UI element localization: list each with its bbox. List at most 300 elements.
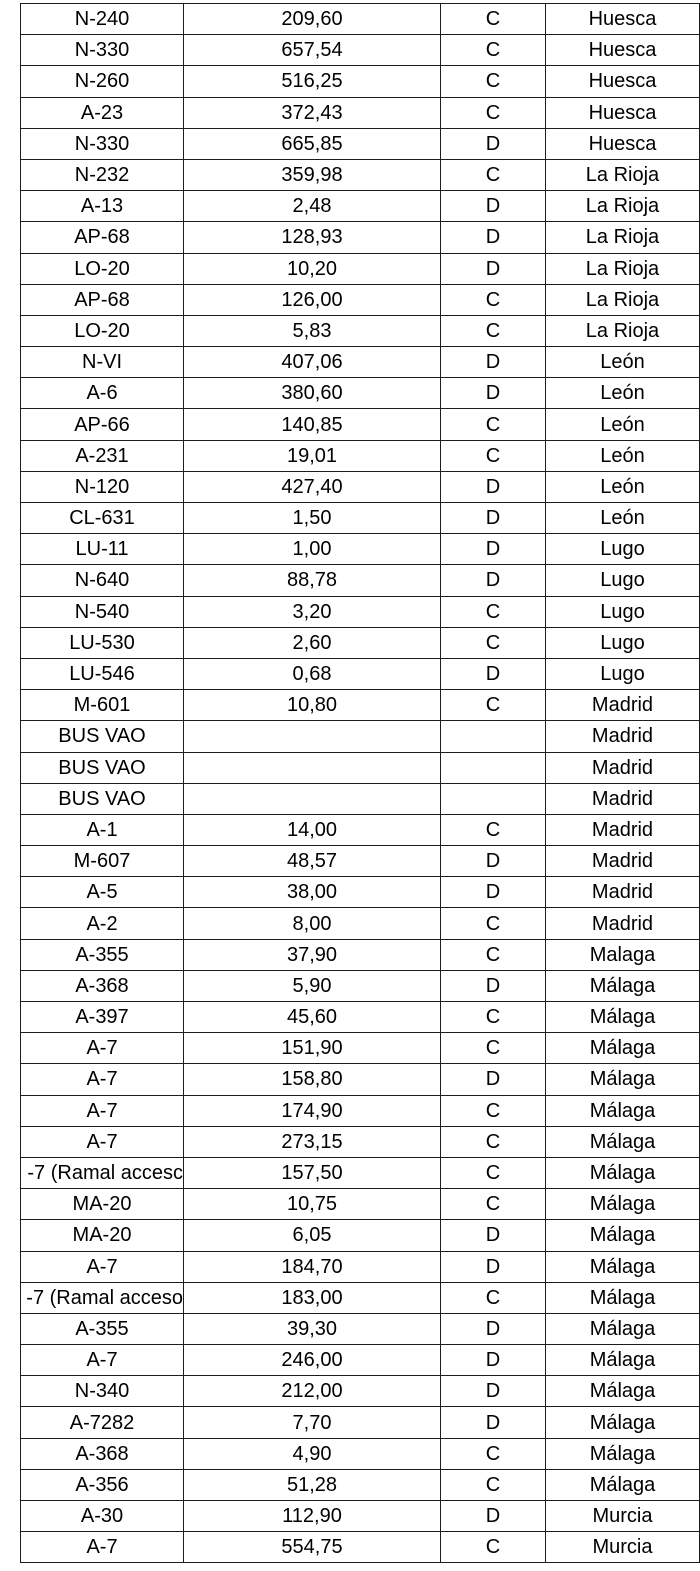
cell-direction[interactable] — [441, 1095, 546, 1126]
cell-road[interactable] — [21, 66, 184, 97]
cell-province-text: Málaga — [589, 1193, 656, 1216]
cell-direction[interactable] — [441, 1126, 546, 1157]
cell-km[interactable] — [184, 1064, 441, 1095]
cell-km[interactable] — [184, 1345, 441, 1376]
table-row — [21, 970, 700, 1001]
cell-km[interactable] — [184, 1002, 441, 1033]
cell-road-text: A-231 — [75, 444, 129, 467]
cell-province[interactable] — [546, 1095, 700, 1126]
cell-province[interactable] — [546, 1313, 700, 1344]
cell-province[interactable] — [546, 440, 700, 471]
cell-road[interactable] — [21, 378, 184, 409]
cell-direction-text: C — [485, 818, 501, 841]
cell-km[interactable] — [184, 846, 441, 877]
cell-direction[interactable] — [441, 721, 546, 752]
cell-road[interactable] — [21, 877, 184, 908]
cell-road-text: LU-546 — [69, 663, 135, 686]
cell-road-text: A-7282 — [69, 1411, 135, 1434]
cell-km[interactable] — [184, 534, 441, 565]
cell-province-text: Madrid — [591, 818, 654, 841]
cell-province[interactable] — [546, 1438, 700, 1469]
cell-province-text: Madrid — [591, 756, 654, 779]
cell-direction-text: D — [485, 382, 501, 405]
cell-province[interactable] — [546, 1469, 700, 1500]
cell-province[interactable] — [546, 503, 700, 534]
table-row — [21, 1126, 700, 1157]
cell-km-text: 5,90 — [292, 974, 332, 997]
cell-province[interactable] — [546, 4, 700, 35]
cell-direction[interactable] — [441, 97, 546, 128]
cell-direction-text: D — [485, 1505, 501, 1528]
cell-province[interactable] — [546, 1345, 700, 1376]
cell-direction[interactable] — [441, 658, 546, 689]
cell-road[interactable] — [21, 97, 184, 128]
cell-road-text: AP-66 — [74, 413, 130, 436]
cell-direction-text: C — [485, 39, 501, 62]
cell-province[interactable] — [546, 1282, 700, 1313]
cell-road[interactable] — [21, 128, 184, 159]
cell-direction[interactable] — [441, 1407, 546, 1438]
cell-province-text: Lugo — [600, 631, 645, 654]
cell-km[interactable] — [184, 66, 441, 97]
cell-direction[interactable] — [441, 222, 546, 253]
cell-province[interactable] — [546, 222, 700, 253]
cell-province-text: La Rioja — [585, 257, 660, 280]
cell-province[interactable] — [546, 846, 700, 877]
cell-province[interactable] — [546, 284, 700, 315]
cell-province[interactable] — [546, 658, 700, 689]
cell-km[interactable] — [184, 315, 441, 346]
cell-road[interactable] — [21, 1407, 184, 1438]
cell-km[interactable] — [184, 284, 441, 315]
cell-road[interactable] — [21, 1282, 184, 1313]
table-row — [21, 97, 700, 128]
cell-km[interactable] — [184, 1282, 441, 1313]
cell-province[interactable] — [546, 534, 700, 565]
cell-province[interactable] — [546, 1501, 700, 1532]
cell-km-text: 140,85 — [281, 413, 343, 436]
cell-road[interactable] — [21, 627, 184, 658]
cell-direction[interactable] — [441, 128, 546, 159]
cell-direction[interactable] — [441, 1313, 546, 1344]
cell-road-text: N-120 — [74, 475, 130, 498]
cell-direction[interactable] — [441, 1282, 546, 1313]
cell-province-text: Lugo — [600, 538, 645, 561]
cell-km[interactable] — [184, 596, 441, 627]
cell-province[interactable] — [546, 783, 700, 814]
cell-province[interactable] — [546, 253, 700, 284]
cell-km[interactable] — [184, 253, 441, 284]
cell-direction[interactable] — [441, 191, 546, 222]
cell-road-text: CL-631 — [69, 507, 135, 530]
cell-km-text: 112,90 — [282, 1505, 342, 1528]
cell-road[interactable] — [21, 565, 184, 596]
cell-road-text: N-232 — [74, 164, 130, 187]
cell-km[interactable] — [184, 222, 441, 253]
cell-road[interactable] — [21, 315, 184, 346]
cell-km[interactable] — [184, 409, 441, 440]
cell-direction[interactable] — [441, 939, 546, 970]
cell-province[interactable] — [546, 721, 700, 752]
cell-province[interactable] — [546, 35, 700, 66]
cell-road[interactable] — [21, 814, 184, 845]
cell-direction[interactable] — [441, 378, 546, 409]
cell-province-text: Madrid — [591, 725, 654, 748]
cell-province[interactable] — [546, 1189, 700, 1220]
cell-road[interactable] — [21, 1157, 184, 1188]
cell-km[interactable] — [184, 565, 441, 596]
cell-km[interactable] — [184, 128, 441, 159]
table-row — [21, 253, 700, 284]
cell-province[interactable] — [546, 596, 700, 627]
cell-km[interactable] — [184, 752, 441, 783]
cell-direction[interactable] — [441, 877, 546, 908]
table-row — [21, 1251, 700, 1282]
cell-direction-text: C — [485, 1442, 501, 1465]
cell-road-text: A-7 — [86, 1536, 118, 1559]
cell-km[interactable] — [184, 690, 441, 721]
cell-direction-text: C — [485, 70, 501, 93]
cell-road[interactable] — [21, 1376, 184, 1407]
cell-road[interactable] — [21, 721, 184, 752]
cell-direction[interactable] — [441, 1376, 546, 1407]
table-row — [21, 1220, 700, 1251]
cell-road[interactable] — [21, 1251, 184, 1282]
cell-province[interactable] — [546, 378, 700, 409]
cell-direction[interactable] — [441, 253, 546, 284]
cell-direction[interactable] — [441, 565, 546, 596]
cell-province-text: Málaga — [589, 1349, 656, 1372]
cell-direction[interactable] — [441, 4, 546, 35]
cell-km[interactable] — [184, 440, 441, 471]
cell-road-text: LU-11 — [75, 538, 129, 561]
cell-direction-text: D — [485, 507, 501, 530]
cell-km[interactable] — [184, 970, 441, 1001]
cell-road-text: A-368 — [75, 974, 129, 997]
cell-road[interactable] — [21, 1220, 184, 1251]
cell-province[interactable] — [546, 814, 700, 845]
cell-km[interactable] — [184, 1033, 441, 1064]
table-row — [21, 440, 700, 471]
cell-km-text: 51,28 — [286, 1473, 338, 1496]
cell-province[interactable] — [546, 159, 700, 190]
cell-province-text: Lugo — [600, 569, 645, 592]
table-row — [21, 1095, 700, 1126]
cell-km[interactable] — [184, 1251, 441, 1282]
cell-km[interactable] — [184, 35, 441, 66]
cell-province[interactable] — [546, 1064, 700, 1095]
table-row — [21, 814, 700, 845]
cell-road[interactable] — [21, 1002, 184, 1033]
table-row — [21, 721, 700, 752]
cell-km[interactable] — [184, 378, 441, 409]
cell-road[interactable] — [21, 1126, 184, 1157]
cell-km-text: 183,00 — [281, 1286, 343, 1309]
cell-km-text: 209,60 — [281, 8, 343, 31]
cell-direction[interactable] — [441, 846, 546, 877]
cell-road[interactable] — [21, 409, 184, 440]
cell-km[interactable] — [184, 1126, 441, 1157]
cell-province-text: Madrid — [591, 694, 654, 717]
cell-direction[interactable] — [441, 1469, 546, 1500]
cell-direction[interactable] — [441, 690, 546, 721]
cell-km[interactable] — [184, 1220, 441, 1251]
cell-direction[interactable] — [441, 970, 546, 1001]
cell-direction-text: C — [485, 319, 501, 342]
cell-road-text: N-260 — [74, 70, 130, 93]
cell-km[interactable] — [184, 939, 441, 970]
cell-km[interactable] — [184, 1189, 441, 1220]
cell-road[interactable] — [21, 534, 184, 565]
cell-km[interactable] — [184, 627, 441, 658]
cell-road[interactable] — [21, 752, 184, 783]
cell-province[interactable] — [546, 627, 700, 658]
cell-road[interactable] — [21, 1095, 184, 1126]
cell-direction[interactable] — [441, 66, 546, 97]
cell-direction[interactable] — [441, 1345, 546, 1376]
cell-km-text: 665,85 — [281, 132, 343, 155]
cell-direction-text: D — [485, 1317, 501, 1340]
cell-direction[interactable] — [441, 471, 546, 502]
cell-km[interactable] — [184, 877, 441, 908]
cell-km[interactable] — [184, 347, 441, 378]
cell-road[interactable] — [21, 1064, 184, 1095]
cell-road[interactable] — [21, 1501, 184, 1532]
cell-road-text: A-7 — [86, 1255, 118, 1278]
cell-province[interactable] — [546, 191, 700, 222]
cell-direction-text: D — [485, 881, 501, 904]
cell-road-text: LO-20 — [74, 319, 130, 342]
cell-province[interactable] — [546, 565, 700, 596]
cell-direction[interactable] — [441, 627, 546, 658]
cell-province[interactable] — [546, 1126, 700, 1157]
table-row — [21, 503, 700, 534]
cell-km-text: 19,01 — [286, 444, 338, 467]
cell-direction-text: D — [485, 1224, 501, 1247]
cell-km[interactable] — [184, 4, 441, 35]
cell-direction[interactable] — [441, 440, 546, 471]
cell-road[interactable] — [21, 690, 184, 721]
cell-km[interactable] — [184, 721, 441, 752]
cell-province[interactable] — [546, 1532, 700, 1563]
cell-km-text: 174,90 — [281, 1099, 343, 1122]
cell-road[interactable] — [21, 1438, 184, 1469]
cell-direction[interactable] — [441, 1438, 546, 1469]
table-row — [21, 908, 700, 939]
cell-direction[interactable] — [441, 35, 546, 66]
cell-direction-text: D — [485, 538, 501, 561]
cell-road-text: N-330 — [74, 132, 130, 155]
cell-province-text: La Rioja — [585, 164, 660, 187]
cell-road[interactable] — [21, 471, 184, 502]
cell-km[interactable] — [184, 783, 441, 814]
cell-road[interactable] — [21, 159, 184, 190]
cell-direction-text: C — [485, 101, 501, 124]
cell-road[interactable] — [21, 347, 184, 378]
cell-km[interactable] — [184, 1095, 441, 1126]
cell-province[interactable] — [546, 128, 700, 159]
cell-km-text: 10,80 — [286, 694, 338, 717]
cell-road[interactable] — [21, 222, 184, 253]
cell-direction[interactable] — [441, 1532, 546, 1563]
cell-km[interactable] — [184, 1469, 441, 1500]
cell-km[interactable] — [184, 159, 441, 190]
cell-direction[interactable] — [441, 159, 546, 190]
cell-road-text: A-30 — [80, 1505, 124, 1528]
cell-km-text: 657,54 — [281, 39, 343, 62]
cell-km[interactable] — [184, 97, 441, 128]
cell-km-text: 88,78 — [286, 569, 338, 592]
table-row — [21, 284, 700, 315]
cell-road[interactable] — [21, 191, 184, 222]
cell-direction[interactable] — [441, 908, 546, 939]
cell-direction[interactable] — [441, 1033, 546, 1064]
cell-km[interactable] — [184, 1438, 441, 1469]
cell-direction-text: C — [485, 1130, 501, 1153]
table-row — [21, 159, 700, 190]
cell-road[interactable] — [21, 1033, 184, 1064]
cell-direction-text: C — [485, 1037, 501, 1060]
cell-direction[interactable] — [441, 315, 546, 346]
cell-province-text: León — [600, 382, 645, 405]
cell-direction[interactable] — [441, 783, 546, 814]
cell-province-text: Málaga — [589, 1130, 656, 1153]
cell-km[interactable] — [184, 814, 441, 845]
cell-road[interactable] — [21, 1189, 184, 1220]
cell-province[interactable] — [546, 409, 700, 440]
cell-direction-text: C — [485, 943, 501, 966]
cell-province[interactable] — [546, 1157, 700, 1188]
cell-province[interactable] — [546, 1220, 700, 1251]
cell-direction[interactable] — [441, 1251, 546, 1282]
cell-road-text: A-1 — [86, 818, 118, 841]
cell-province[interactable] — [546, 347, 700, 378]
cell-direction[interactable] — [441, 534, 546, 565]
cell-km-text: 427,40 — [281, 475, 343, 498]
cell-km[interactable] — [184, 1532, 441, 1563]
cell-road[interactable] — [21, 35, 184, 66]
table-row — [21, 1532, 700, 1563]
cell-province[interactable] — [546, 66, 700, 97]
cell-road[interactable] — [21, 658, 184, 689]
cell-road[interactable] — [21, 1469, 184, 1500]
cell-direction[interactable] — [441, 1064, 546, 1095]
cell-direction-text: C — [485, 164, 501, 187]
cell-direction[interactable] — [441, 1501, 546, 1532]
cell-direction[interactable] — [441, 1189, 546, 1220]
cell-direction[interactable] — [441, 347, 546, 378]
cell-km[interactable] — [184, 1407, 441, 1438]
cell-direction-text: C — [485, 1099, 501, 1122]
cell-km-text: 372,43 — [281, 101, 343, 124]
cell-road[interactable] — [21, 970, 184, 1001]
cell-km[interactable] — [184, 1501, 441, 1532]
cell-road-text: AP-68 — [74, 288, 130, 311]
cell-direction[interactable] — [441, 596, 546, 627]
cell-km-text: 48,57 — [286, 850, 338, 873]
cell-road-text: LU-530 — [69, 631, 135, 654]
cell-road[interactable] — [21, 1313, 184, 1344]
cell-province[interactable] — [546, 1251, 700, 1282]
cell-km[interactable] — [184, 1376, 441, 1407]
cell-road[interactable] — [21, 1532, 184, 1563]
cell-road[interactable] — [21, 939, 184, 970]
cell-road[interactable] — [21, 596, 184, 627]
cell-province[interactable] — [546, 1407, 700, 1438]
cell-road[interactable] — [21, 1345, 184, 1376]
cell-province[interactable] — [546, 1002, 700, 1033]
cell-road[interactable] — [21, 253, 184, 284]
cell-province-text: Murcia — [592, 1505, 653, 1528]
cell-road[interactable] — [21, 846, 184, 877]
cell-direction[interactable] — [441, 814, 546, 845]
cell-km[interactable] — [184, 191, 441, 222]
cell-province-text: Málaga — [589, 974, 656, 997]
cell-direction-text: C — [485, 1162, 501, 1185]
cell-km-text: 407,06 — [281, 351, 343, 374]
cell-province[interactable] — [546, 939, 700, 970]
cell-road[interactable] — [21, 908, 184, 939]
cell-road-text: BUS VAO — [58, 756, 146, 779]
cell-road[interactable] — [21, 284, 184, 315]
cell-km-text: 37,90 — [286, 943, 338, 966]
cell-province-text: León — [600, 475, 645, 498]
cell-direction[interactable] — [441, 1220, 546, 1251]
cell-direction-text: C — [485, 1536, 501, 1559]
cell-province-text: Huesca — [588, 8, 657, 31]
cell-road[interactable] — [21, 440, 184, 471]
cell-province[interactable] — [546, 471, 700, 502]
cell-direction-text: D — [485, 1068, 501, 1091]
cell-km-text: 1,00 — [292, 538, 332, 561]
cell-direction[interactable] — [441, 409, 546, 440]
cell-direction[interactable] — [441, 284, 546, 315]
cell-province[interactable] — [546, 97, 700, 128]
cell-province[interactable] — [546, 690, 700, 721]
cell-province[interactable] — [546, 315, 700, 346]
cell-direction[interactable] — [441, 503, 546, 534]
cell-direction[interactable] — [441, 752, 546, 783]
table-row — [21, 877, 700, 908]
cell-km[interactable] — [184, 471, 441, 502]
cell-km[interactable] — [184, 503, 441, 534]
cell-province[interactable] — [546, 1376, 700, 1407]
cell-province[interactable] — [546, 970, 700, 1001]
cell-province[interactable] — [546, 908, 700, 939]
cell-road-text: MA-20 — [72, 1224, 132, 1247]
cell-km[interactable] — [184, 1157, 441, 1188]
cell-km[interactable] — [184, 908, 441, 939]
cell-direction[interactable] — [441, 1157, 546, 1188]
table-row — [21, 347, 700, 378]
cell-province[interactable] — [546, 752, 700, 783]
cell-km[interactable] — [184, 1313, 441, 1344]
cell-direction-text: D — [485, 257, 501, 280]
table-row — [21, 1438, 700, 1469]
cell-road[interactable] — [21, 4, 184, 35]
cell-province[interactable] — [546, 1033, 700, 1064]
cell-road-text: -7 (Ramal acceso — [26, 1286, 183, 1309]
cell-province-text: Madrid — [591, 850, 654, 873]
cell-road[interactable] — [21, 503, 184, 534]
cell-road[interactable] — [21, 783, 184, 814]
cell-direction-text: D — [485, 132, 501, 155]
cell-province[interactable] — [546, 877, 700, 908]
cell-direction[interactable] — [441, 1002, 546, 1033]
cell-km[interactable] — [184, 658, 441, 689]
table-row — [21, 1407, 700, 1438]
table-row — [21, 1469, 700, 1500]
